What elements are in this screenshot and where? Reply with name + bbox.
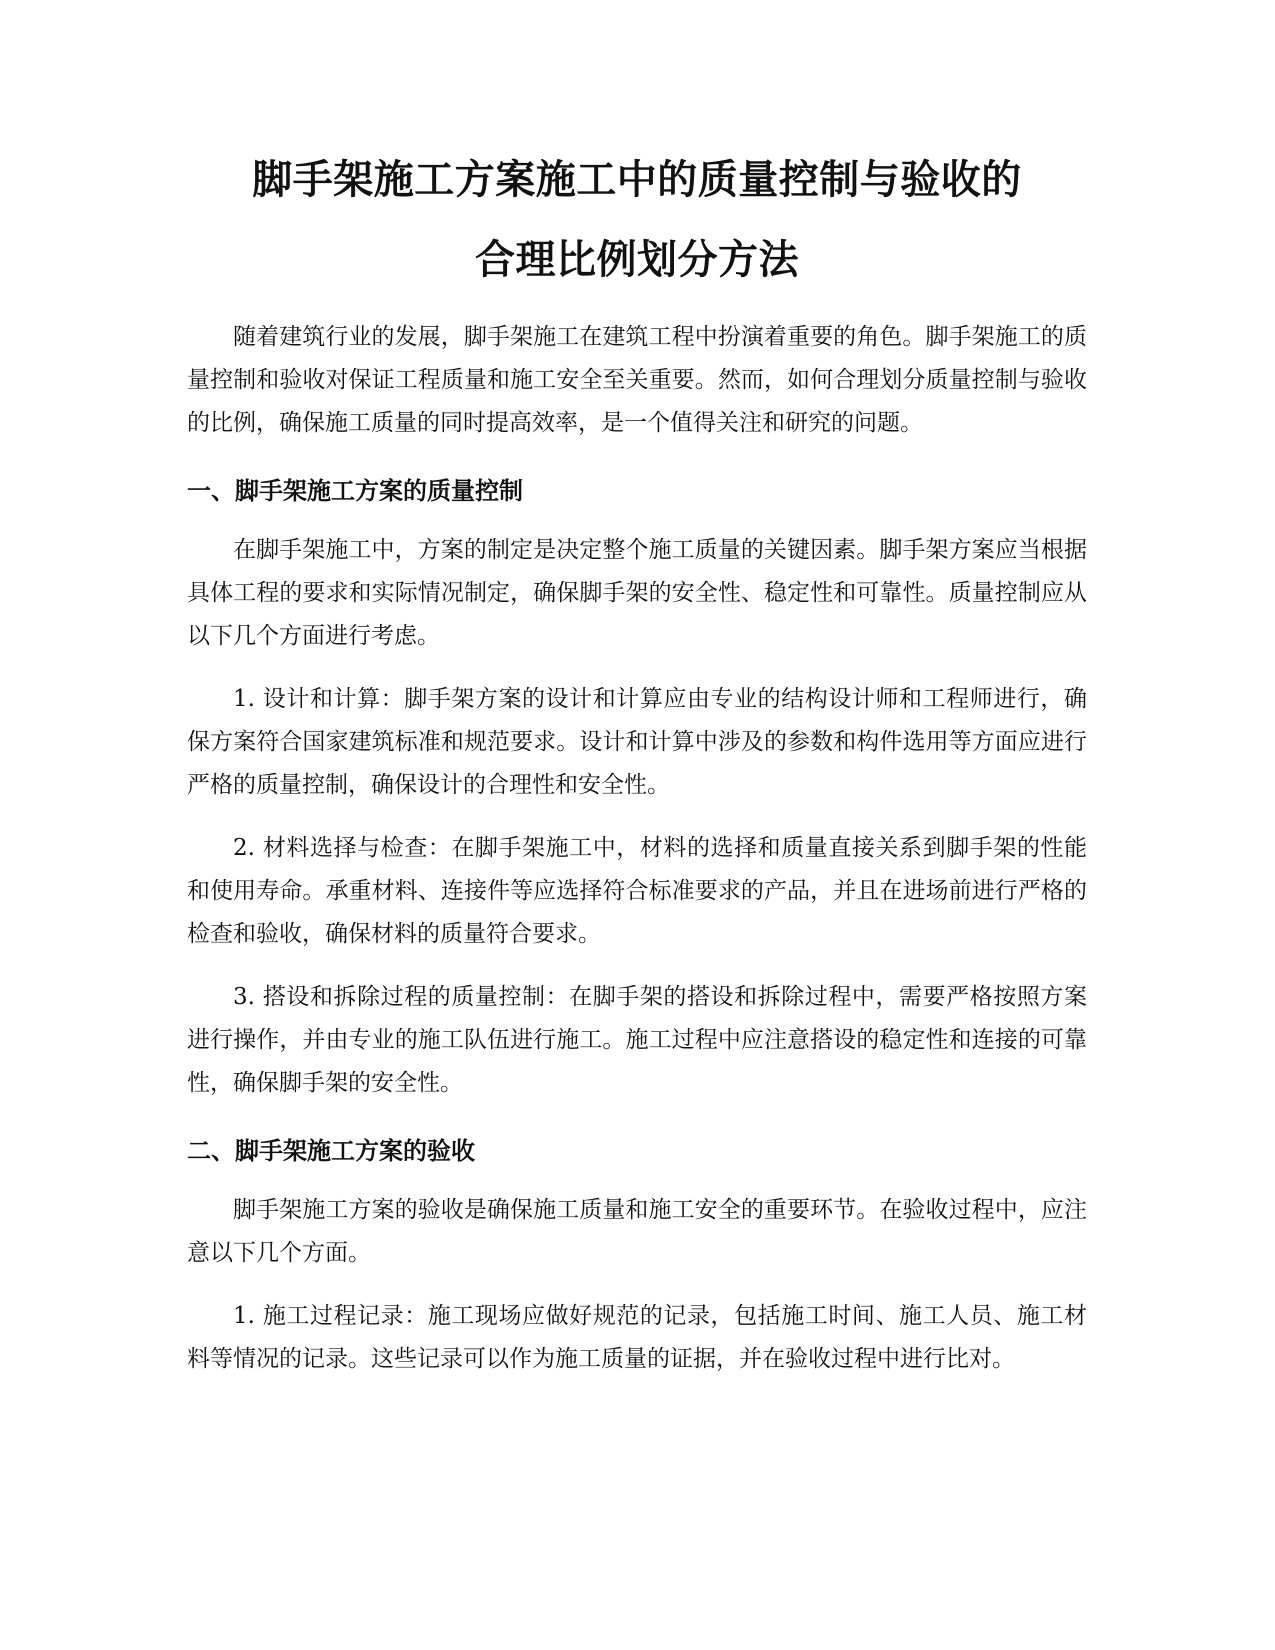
section-2-paragraph-2: 1. 施工过程记录：施工现场应做好规范的记录，包括施工时间、施工人员、施工材料等情况的记录。这些记录可以作为施工质量的证据，并在验收过程中进行比对。	[187, 1303, 1087, 1372]
section-1-paragraph-1: 在脚手架施工中，方案的制定是决定整个施工质量的关键因素。脚手架方案应当根据具体工程的要求和实际情况制定，确保脚手架的安全性、稳定性和可靠性。质量控制应从以下几个方面进行考虑。	[187, 537, 1087, 649]
title-line-2: 合理比例划分方法	[475, 237, 799, 283]
section-1-paragraph-3: 2. 材料选择与检查：在脚手架施工中，材料的选择和质量直接关系到脚手架的性能和使用寿命。承重材料、连接件等应选择符合标准要求的产品，并且在进场前进行严格的检查和验收，确保材料的质量符合要求。	[187, 835, 1087, 947]
section-1-paragraph-2: 1. 设计和计算：脚手架方案的设计和计算应由专业的结构设计师和工程师进行，确保方案符合国家建筑标准和规范要求。设计和计算中涉及的参数和构件选用等方面应进行严格的质量控制，确保设计的合理性和安全性。	[187, 686, 1087, 798]
section-2-heading: 二、脚手架施工方案的验收	[187, 1137, 475, 1165]
document-title	[187, 140, 1087, 300]
section-1-paragraph-4: 3. 搭设和拆除过程的质量控制：在脚手架的搭设和拆除过程中，需要严格按照方案进行操作，并由专业的施工队伍进行施工。施工过程中应注意搭设的稳定性和连接的可靠性，确保脚手架的安全性。	[187, 984, 1087, 1096]
document-body	[187, 140, 1087, 1381]
section-2-paragraph-1: 脚手架施工方案的验收是确保施工质量和施工安全的重要环节。在验收过程中，应注意以下几个方面。	[187, 1197, 1087, 1266]
title-line-1: 脚手架施工方案施工中的质量控制与验收的	[252, 157, 1022, 203]
intro-paragraph: 随着建筑行业的发展，脚手架施工在建筑工程中扮演着重要的角色。脚手架施工的质量控制和验收对保证工程质量和施工安全至关重要。然而，如何合理划分质量控制与验收的比例，确保施工质量的同时提高效率，是一个值得关注和研究的问题。	[187, 324, 1087, 436]
section-1-heading: 一、脚手架施工方案的质量控制	[187, 477, 523, 505]
